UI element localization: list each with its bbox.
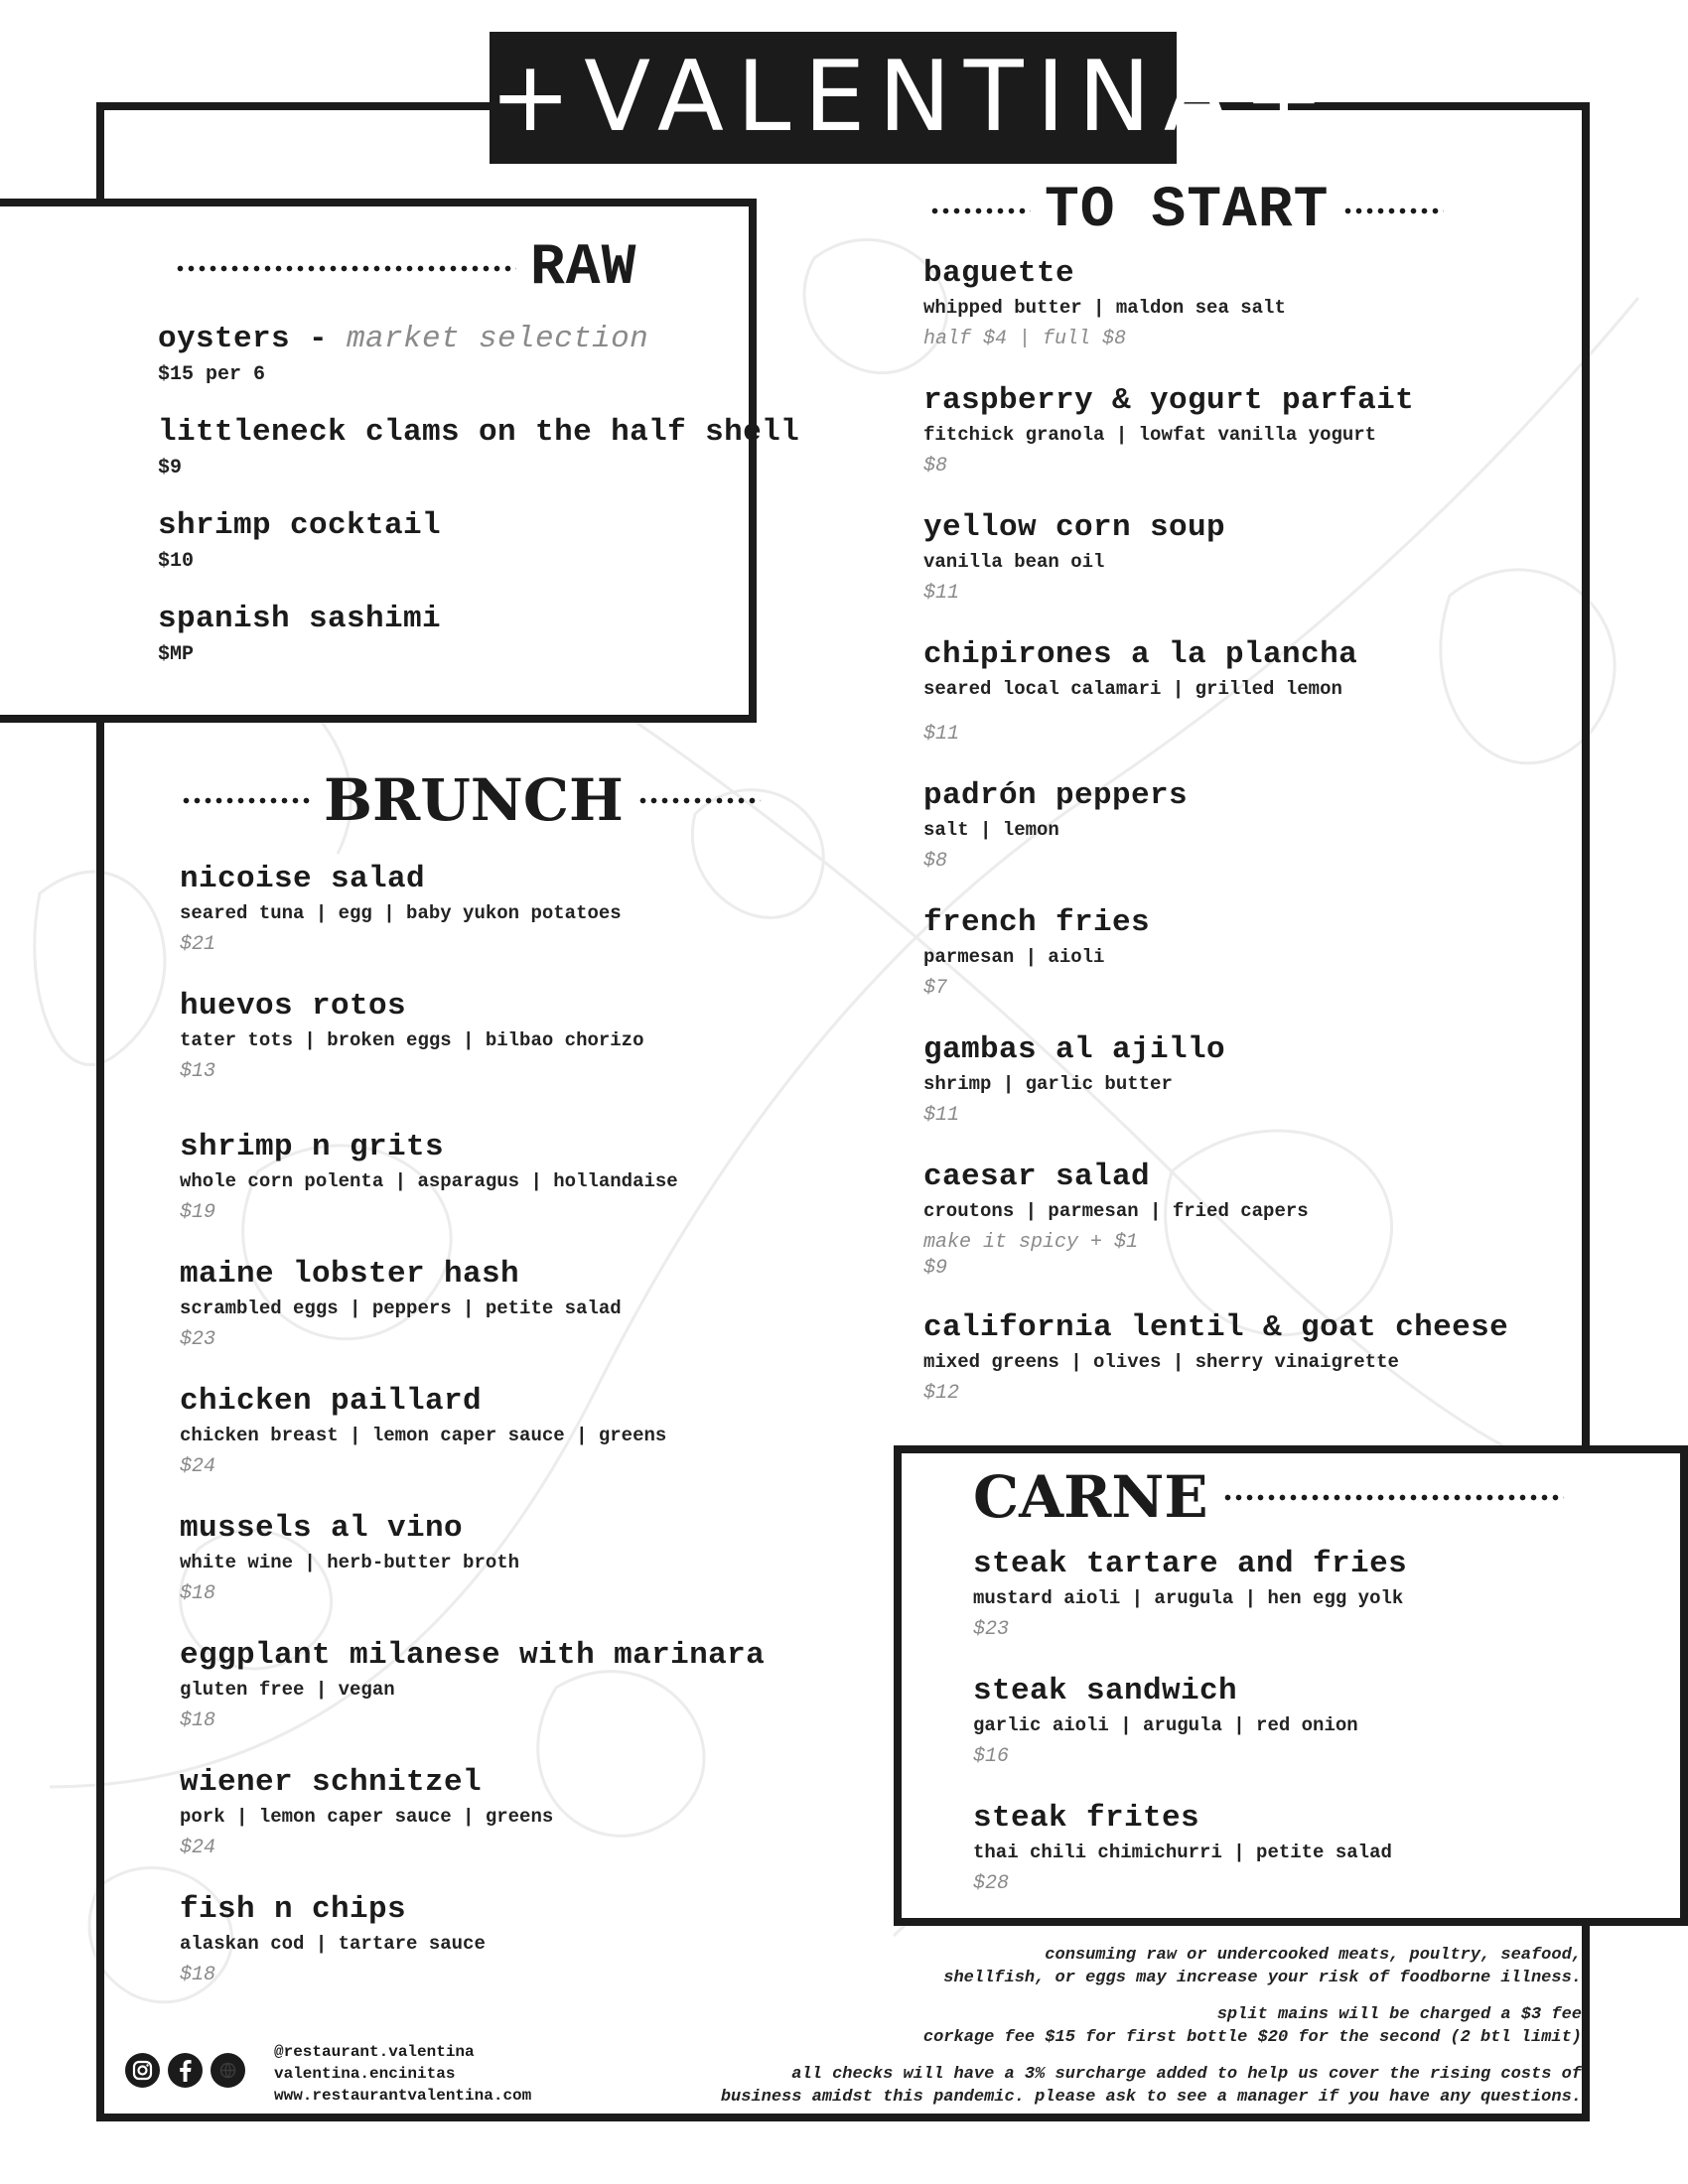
item-option: make it spicy + $1 bbox=[923, 1231, 1139, 1254]
raw-item bbox=[158, 508, 441, 574]
dotted-rule bbox=[181, 797, 310, 804]
contact-info bbox=[274, 2041, 531, 2107]
surcharge-line: business amidst this pandemic. please ask to see a manager if you have any questions. bbox=[720, 2088, 1582, 2107]
item-description: scrambled eggs | peppers | petite salad bbox=[180, 1297, 622, 1319]
item-name: littleneck clams on the half shell bbox=[158, 415, 800, 450]
item-price: $12 bbox=[923, 1382, 960, 1405]
web-icon[interactable] bbox=[211, 2053, 245, 2088]
corkage-fee-note: corkage fee $15 for first bottle $20 for the second (2 btl limit) bbox=[922, 2028, 1582, 2047]
item-name: wiener schnitzel bbox=[180, 1765, 483, 1800]
dotted-rule bbox=[1342, 207, 1444, 214]
item-name: caesar salad bbox=[923, 1160, 1151, 1194]
item-price: $24 bbox=[180, 1837, 216, 1859]
facebook-handle[interactable]: valentina.encinitas bbox=[274, 2065, 456, 2083]
item-description: vanilla bean oil bbox=[923, 551, 1105, 573]
item-description: parmesan | aioli bbox=[923, 946, 1105, 968]
item-price: $16 bbox=[973, 1745, 1010, 1768]
raw-item bbox=[158, 415, 799, 480]
item-name: oysters - bbox=[158, 322, 348, 356]
item-price: $23 bbox=[973, 1618, 1010, 1641]
menu-item bbox=[180, 862, 622, 957]
menu-item bbox=[923, 256, 1286, 351]
menu-item bbox=[180, 1130, 678, 1225]
dotted-rule bbox=[929, 207, 1031, 214]
item-price: $13 bbox=[180, 1060, 216, 1083]
item-name: steak frites bbox=[973, 1801, 1200, 1836]
menu-item bbox=[973, 1674, 1358, 1769]
item-price: $18 bbox=[180, 1964, 216, 1986]
item-price: $23 bbox=[180, 1328, 216, 1351]
item-description: seared tuna | egg | baby yukon potatoes bbox=[180, 902, 622, 924]
item-description: alaskan cod | tartare sauce bbox=[180, 1933, 486, 1955]
menu-item bbox=[923, 383, 1414, 478]
dotted-rule bbox=[1222, 1494, 1564, 1501]
item-description: seared local calamari | grilled lemon bbox=[923, 678, 1342, 700]
item-description: whipped butter | maldon sea salt bbox=[923, 297, 1286, 319]
dotted-rule bbox=[175, 265, 516, 272]
item-description: fitchick granola | lowfat vanilla yogurt bbox=[923, 424, 1377, 446]
item-name: chipirones a la plancha bbox=[923, 637, 1358, 672]
split-fee-note: split mains will be charged a $3 fee bbox=[1216, 2005, 1582, 2024]
warning-line: shellfish, or eggs may increase your risk of foodborne illness. bbox=[943, 1969, 1582, 1987]
item-note: market selection bbox=[347, 322, 649, 356]
raw-section-title: RAW bbox=[530, 236, 637, 301]
to-start-section-title: TO START bbox=[1045, 179, 1330, 243]
item-price: $9 bbox=[158, 457, 183, 479]
item-price: $MP bbox=[158, 643, 195, 666]
website-link[interactable]: www.restaurantvalentina.com bbox=[274, 2087, 532, 2105]
item-description: pork | lemon caper sauce | greens bbox=[180, 1806, 554, 1828]
item-name: steak tartare and fries bbox=[973, 1547, 1408, 1581]
item-name: gambas al ajillo bbox=[923, 1032, 1226, 1067]
item-description: white wine | herb-butter broth bbox=[180, 1552, 520, 1573]
item-price: $28 bbox=[973, 1872, 1010, 1895]
item-name: nicoise salad bbox=[180, 862, 426, 896]
item-price: $18 bbox=[180, 1582, 216, 1605]
item-description: garlic aioli | arugula | red onion bbox=[973, 1714, 1358, 1736]
item-description: gluten free | vegan bbox=[180, 1679, 395, 1701]
instagram-handle[interactable]: @restaurant.valentina bbox=[274, 2043, 475, 2061]
menu-item bbox=[180, 1638, 765, 1733]
item-price: $10 bbox=[158, 550, 195, 573]
item-price: $9 bbox=[923, 1257, 948, 1280]
item-description: thai chili chimichurri | petite salad bbox=[973, 1842, 1392, 1863]
item-price: $7 bbox=[923, 977, 948, 1000]
item-description: mustard aioli | arugula | hen egg yolk bbox=[973, 1587, 1404, 1609]
item-price: $11 bbox=[923, 723, 960, 746]
item-description: croutons | parmesan | fried capers bbox=[923, 1200, 1309, 1222]
carne-section-header bbox=[973, 1463, 1564, 1531]
item-price: $15 per 6 bbox=[158, 363, 266, 386]
item-name: mussels al vino bbox=[180, 1511, 464, 1546]
menu-item bbox=[180, 1892, 486, 1987]
menu-item bbox=[923, 1032, 1225, 1128]
raw-item bbox=[158, 322, 648, 387]
item-description: shrimp | garlic butter bbox=[923, 1073, 1173, 1095]
menu-item bbox=[180, 1511, 519, 1606]
item-description: mixed greens | olives | sherry vinaigrette bbox=[923, 1351, 1399, 1373]
item-description: tater tots | broken eggs | bilbao chorizo bbox=[180, 1029, 644, 1051]
menu-item bbox=[180, 1384, 666, 1479]
raw-item bbox=[158, 602, 441, 667]
menu-item bbox=[180, 1765, 553, 1860]
item-price: $18 bbox=[180, 1709, 216, 1732]
restaurant-logo: +VALENTINA+ bbox=[490, 32, 1177, 164]
brunch-section-header bbox=[181, 766, 761, 834]
item-name: maine lobster hash bbox=[180, 1257, 520, 1292]
surcharge-line: all checks will have a 3% surcharge added to help us cover the rising costs of bbox=[791, 2065, 1582, 2084]
menu-item bbox=[923, 1310, 1508, 1406]
item-price: $19 bbox=[180, 1201, 216, 1224]
to-start-section-header bbox=[929, 179, 1444, 243]
item-price: half $4 | full $8 bbox=[923, 328, 1127, 350]
item-description: chicken breast | lemon caper sauce | greens bbox=[180, 1425, 667, 1446]
item-name: eggplant milanese with marinara bbox=[180, 1638, 766, 1673]
item-name: baguette bbox=[923, 256, 1075, 291]
item-name: spanish sashimi bbox=[158, 602, 442, 636]
fee-notes bbox=[923, 2003, 1582, 2049]
menu-item bbox=[923, 778, 1188, 874]
item-price: $11 bbox=[923, 1104, 960, 1127]
menu-item bbox=[923, 1160, 1309, 1281]
menu-item bbox=[973, 1801, 1392, 1896]
item-price: $21 bbox=[180, 933, 216, 956]
item-name: huevos rotos bbox=[180, 989, 407, 1024]
item-name: padrón peppers bbox=[923, 778, 1189, 813]
carne-section-title: CARNE bbox=[973, 1463, 1208, 1531]
instagram-icon[interactable] bbox=[125, 2053, 160, 2088]
menu-item bbox=[973, 1547, 1407, 1642]
item-name: shrimp cocktail bbox=[158, 508, 442, 543]
menu-item bbox=[923, 637, 1357, 747]
menu-item bbox=[180, 1257, 622, 1352]
menu-item bbox=[923, 510, 1225, 606]
item-price: $11 bbox=[923, 582, 960, 605]
brunch-section-title: BRUNCH bbox=[324, 766, 624, 834]
item-name: shrimp n grits bbox=[180, 1130, 445, 1164]
item-name: fish n chips bbox=[180, 1892, 407, 1927]
item-description: salt | lemon bbox=[923, 819, 1059, 841]
social-icons bbox=[125, 2053, 245, 2088]
facebook-icon[interactable] bbox=[168, 2053, 203, 2088]
warning-line: consuming raw or undercooked meats, poultry, seafood, bbox=[1045, 1946, 1582, 1965]
item-name: california lentil & goat cheese bbox=[923, 1310, 1509, 1345]
raw-section-header bbox=[175, 236, 650, 301]
item-name: yellow corn soup bbox=[923, 510, 1226, 545]
item-name: raspberry & yogurt parfait bbox=[923, 383, 1415, 418]
menu-item bbox=[923, 905, 1150, 1001]
item-name: chicken paillard bbox=[180, 1384, 483, 1419]
dotted-rule bbox=[637, 797, 761, 804]
food-safety-warning bbox=[943, 1944, 1582, 1989]
item-name: steak sandwich bbox=[973, 1674, 1238, 1708]
item-price: $8 bbox=[923, 455, 948, 478]
item-price: $24 bbox=[180, 1455, 216, 1478]
menu-item bbox=[180, 989, 643, 1084]
item-name: french fries bbox=[923, 905, 1151, 940]
surcharge-note bbox=[721, 2063, 1582, 2109]
item-price: $8 bbox=[923, 850, 948, 873]
item-description: whole corn polenta | asparagus | hollandaise bbox=[180, 1170, 678, 1192]
